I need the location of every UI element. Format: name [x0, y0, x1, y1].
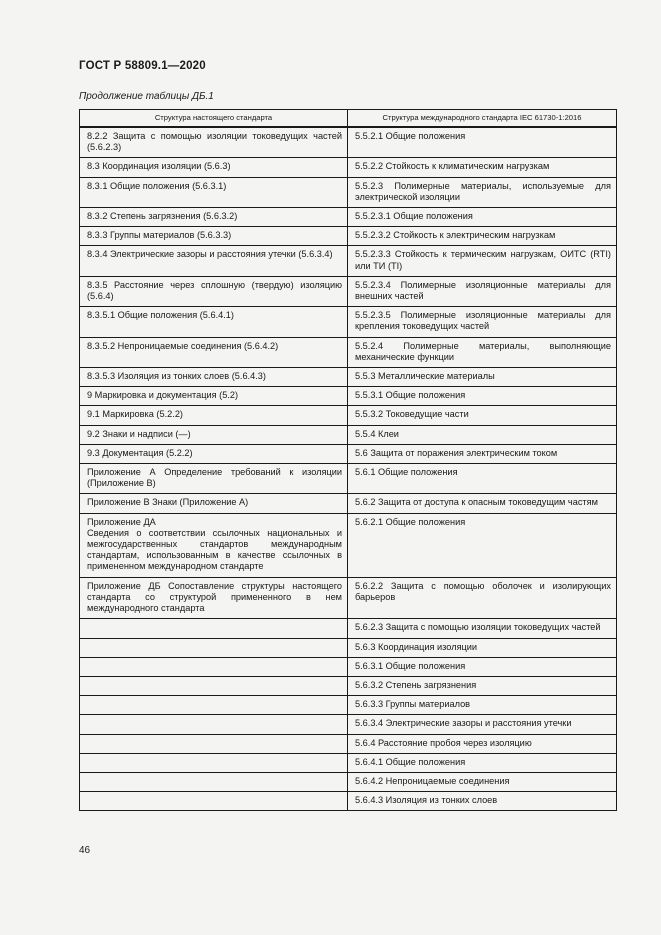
cell-national-section: 8.3.3 Группы материалов (5.6.3.3) — [80, 227, 348, 246]
cell-international-section: 5.6.4.2 Непроницаемые соединения — [348, 772, 617, 791]
cell-international-section: 5.6.3.2 Степень загрязнения — [348, 676, 617, 695]
table-row — [80, 444, 617, 463]
table-row — [80, 177, 617, 207]
cell-national-section: 9 Маркировка и документация (5.2) — [80, 387, 348, 406]
table-row — [80, 227, 617, 246]
cell-national-section — [80, 676, 348, 695]
cell-national-section: Приложение ДБ Сопоставление структуры настоящего стандарта со структурой примененного в нем международного стандарта — [80, 577, 348, 619]
cell-national-section: 8.3.2 Степень загрязнения (5.6.3.2) — [80, 208, 348, 227]
table-row — [80, 246, 617, 276]
cell-national-section: 9.3 Документация (5.2.2) — [80, 444, 348, 463]
table-row — [80, 276, 617, 306]
table-row — [80, 696, 617, 715]
table-row — [80, 619, 617, 638]
table-row — [80, 464, 617, 494]
cell-international-section: 5.5.3.2 Токоведущие части — [348, 406, 617, 425]
table-row — [80, 734, 617, 753]
cell-national-section: 8.3.5 Расстояние через сплошную (твердую) изоляцию (5.6.4) — [80, 276, 348, 306]
cell-national-section — [80, 734, 348, 753]
table-header-row — [80, 110, 617, 128]
table-row — [80, 387, 617, 406]
cell-international-section: 5.6.1 Общие положения — [348, 464, 617, 494]
cell-national-section — [80, 619, 348, 638]
cell-international-section: 5.5.2.3.5 Полимерные изоляционные материалы для крепления токоведущих частей — [348, 307, 617, 337]
cell-international-section: 5.5.2.1 Общие положения — [348, 127, 617, 158]
cell-national-section: 8.3.5.2 Непроницаемые соединения (5.6.4.2) — [80, 337, 348, 367]
table-row — [80, 657, 617, 676]
cell-international-section: 5.5.2.4 Полимерные материалы, выполняющие механические функции — [348, 337, 617, 367]
cell-national-section: 9.1 Маркировка (5.2.2) — [80, 406, 348, 425]
table-row — [80, 337, 617, 367]
cell-international-section: 5.6.2.1 Общие положения — [348, 513, 617, 577]
document-code: ГОСТ Р 58809.1—2020 — [79, 60, 206, 72]
table-row — [80, 208, 617, 227]
cell-international-section: 5.6.3.3 Группы материалов — [348, 696, 617, 715]
table-row — [80, 307, 617, 337]
cell-international-section: 5.5.3 Металлические материалы — [348, 368, 617, 387]
cell-international-section: 5.6 Защита от поражения электрическим током — [348, 444, 617, 463]
cell-international-section: 5.5.2.2 Стойкость к климатическим нагрузкам — [348, 158, 617, 177]
cell-international-section: 5.6.3 Координация изоляции — [348, 638, 617, 657]
cell-national-section: 8.2.2 Защита с помощью изоляции токоведущих частей (5.6.2.3) — [80, 127, 348, 158]
table-row — [80, 753, 617, 772]
cell-international-section: 5.6.2.2 Защита с помощью оболочек и изолирующих барьеров — [348, 577, 617, 619]
cell-international-section: 5.6.3.4 Электрические зазоры и расстояния утечки — [348, 715, 617, 734]
table-row — [80, 792, 617, 811]
table-row — [80, 425, 617, 444]
cell-international-section: 5.5.2.3.4 Полимерные изоляционные материалы для внешних частей — [348, 276, 617, 306]
cell-national-section: 8.3.1 Общие положения (5.6.3.1) — [80, 177, 348, 207]
cell-national-section — [80, 753, 348, 772]
cell-national-section — [80, 792, 348, 811]
cell-international-section: 5.5.3.1 Общие положения — [348, 387, 617, 406]
table-row — [80, 513, 617, 577]
table-caption: Продолжение таблицы ДБ.1 — [79, 91, 214, 102]
cell-international-section: 5.6.4.1 Общие положения — [348, 753, 617, 772]
table-row — [80, 638, 617, 657]
cell-national-section: 8.3.4 Электрические зазоры и расстояния утечки (5.6.3.4) — [80, 246, 348, 276]
table-row — [80, 158, 617, 177]
table-row — [80, 577, 617, 619]
cell-national-section: 8.3.5.1 Общие положения (5.6.4.1) — [80, 307, 348, 337]
cell-international-section: 5.6.4 Расстояние пробоя через изоляцию — [348, 734, 617, 753]
cell-international-section: 5.5.4 Клеи — [348, 425, 617, 444]
table-row — [80, 127, 617, 158]
cell-national-section: 8.3.5.3 Изоляция из тонких слоев (5.6.4.3) — [80, 368, 348, 387]
cell-national-section — [80, 696, 348, 715]
cell-international-section: 5.5.2.3 Полимерные материалы, используемые для электрической изоляции — [348, 177, 617, 207]
table-row — [80, 772, 617, 791]
cell-national-section: 9.2 Знаки и надписи (—) — [80, 425, 348, 444]
cell-national-section — [80, 638, 348, 657]
cell-national-section — [80, 715, 348, 734]
table-row — [80, 676, 617, 695]
cell-national-section: Приложение А Определение требований к изоляции (Приложение В) — [80, 464, 348, 494]
table-row — [80, 368, 617, 387]
cell-international-section: 5.6.4.3 Изоляция из тонких слоев — [348, 792, 617, 811]
table-row — [80, 406, 617, 425]
cell-international-section: 5.5.2.3.2 Стойкость к электрическим нагрузкам — [348, 227, 617, 246]
column-header-international: Структура международного стандарта IEC 61730-1:2016 — [348, 110, 617, 128]
cell-international-section: 5.5.2.3.1 Общие положения — [348, 208, 617, 227]
page-number: 46 — [79, 845, 91, 856]
column-header-national: Структура настоящего стандарта — [80, 110, 348, 128]
cell-national-section: Приложение ДА Сведения о соответствии ссылочных национальных и межгосударственных стандартов международным стандартам, использованным в качестве ссылочных в примененном международном стандарте — [80, 513, 348, 577]
table-row — [80, 494, 617, 513]
structure-comparison-table — [79, 109, 617, 811]
cell-national-section — [80, 772, 348, 791]
cell-international-section: 5.6.2.3 Защита с помощью изоляции токоведущих частей — [348, 619, 617, 638]
cell-international-section: 5.6.3.1 Общие положения — [348, 657, 617, 676]
table-row — [80, 715, 617, 734]
cell-international-section: 5.6.2 Защита от доступа к опасным токоведущим частям — [348, 494, 617, 513]
cell-national-section: 8.3 Координация изоляции (5.6.3) — [80, 158, 348, 177]
cell-national-section — [80, 657, 348, 676]
table-body — [80, 127, 617, 811]
cell-international-section: 5.5.2.3.3 Стойкость к термическим нагрузкам, ОИТС (RTI) или ТИ (TI) — [348, 246, 617, 276]
cell-national-section: Приложение В Знаки (Приложение А) — [80, 494, 348, 513]
